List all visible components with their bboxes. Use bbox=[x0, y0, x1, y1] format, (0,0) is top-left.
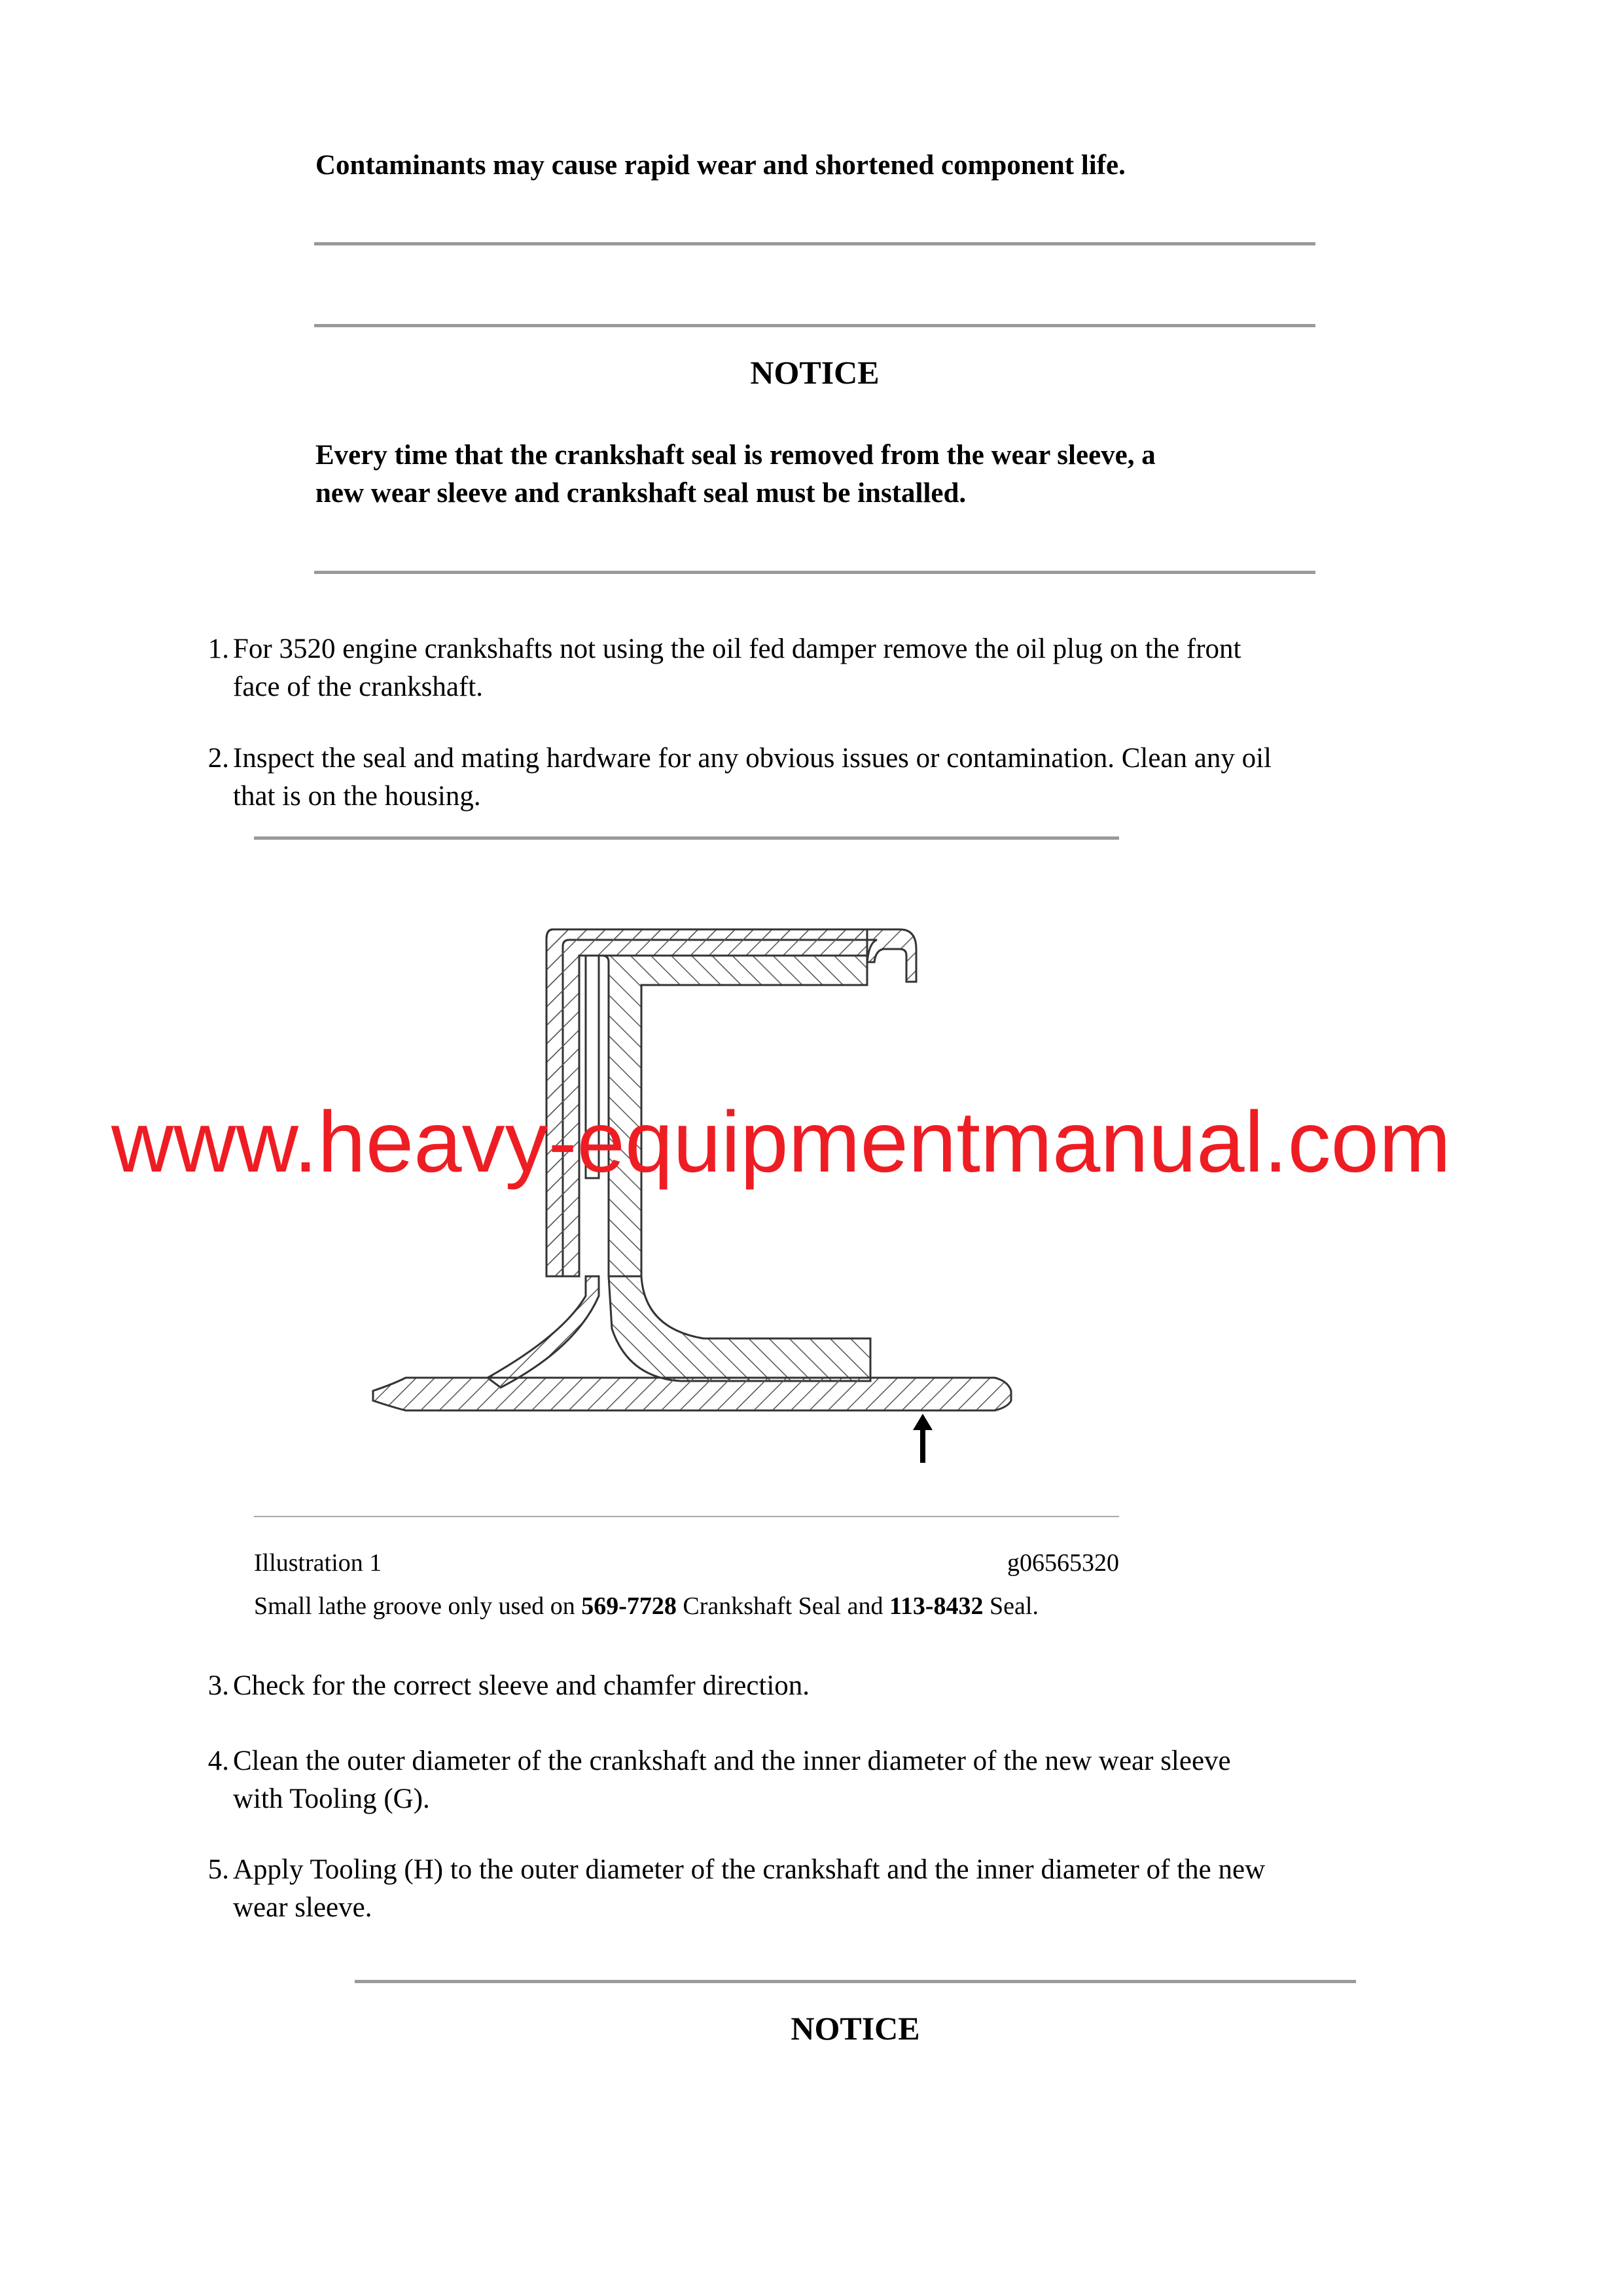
notice-text-line-2: new wear sleeve and crankshaft seal must be installed. bbox=[315, 478, 967, 509]
step-item bbox=[190, 740, 1499, 818]
step-number: 4. bbox=[207, 1746, 229, 1776]
seal-flex-section bbox=[609, 1276, 870, 1381]
step-item bbox=[190, 1742, 1499, 1821]
step-text-line: face of the crankshaft. bbox=[233, 672, 484, 702]
step-text-line: Check for the correct sleeve and chamfer direction. bbox=[233, 1670, 810, 1701]
step-text-line: Clean the outer diameter of the crankshaft and the inner diameter of the new wear sleeve bbox=[233, 1746, 1231, 1776]
wear-sleeve bbox=[373, 1378, 1011, 1410]
notice-text-line-1: Every time that the crankshaft seal is removed from the wear sleeve, a bbox=[315, 440, 1156, 471]
step-text-line: that is on the housing. bbox=[233, 781, 481, 812]
caption-text: Crankshaft Seal and bbox=[676, 1592, 889, 1620]
illustration-caption bbox=[254, 1592, 1039, 1621]
notice-rule bbox=[355, 1980, 1356, 1983]
arrow-up-icon bbox=[913, 1414, 933, 1430]
illustration-top-rule bbox=[254, 836, 1119, 840]
notice-heading: NOTICE bbox=[750, 354, 880, 391]
notice-text-contaminants: Contaminants may cause rapid wear and shortened component life. bbox=[315, 150, 1126, 181]
seal-lip bbox=[488, 1276, 599, 1388]
part-number: 113-8432 bbox=[889, 1592, 984, 1620]
notice-rule bbox=[314, 242, 1315, 245]
step-text-line: with Tooling (G). bbox=[233, 1784, 430, 1814]
illustration-bottom-rule bbox=[254, 1516, 1119, 1517]
step-item bbox=[190, 630, 1499, 709]
step-item bbox=[190, 1851, 1499, 1929]
step-text-line: Apply Tooling (H) to the outer diameter of the crankshaft and the inner diameter of the new bbox=[233, 1854, 1266, 1885]
step-number: 2. bbox=[207, 743, 229, 774]
step-number: 5. bbox=[207, 1854, 229, 1885]
step-text-line: wear sleeve. bbox=[233, 1892, 372, 1923]
notice-rule bbox=[314, 571, 1315, 574]
step-text-line: Inspect the seal and mating hardware for any obvious issues or contamination. Clean any oil bbox=[233, 743, 1272, 774]
caption-text: Seal. bbox=[983, 1592, 1039, 1620]
watermark-url: www.heavy-equipmentmanual.com bbox=[111, 1094, 1451, 1190]
step-number: 3. bbox=[207, 1670, 229, 1701]
step-item bbox=[190, 1667, 1499, 1706]
part-number: 569-7728 bbox=[581, 1592, 677, 1620]
step-number: 1. bbox=[207, 634, 229, 664]
illustration-label: Illustration 1 bbox=[254, 1549, 382, 1577]
caption-text: Small lathe groove only used on bbox=[254, 1592, 582, 1620]
notice-rule bbox=[314, 324, 1315, 327]
step-text-line: For 3520 engine crankshafts not using the oil fed damper remove the oil plug on the front bbox=[233, 634, 1241, 664]
notice-heading: NOTICE bbox=[791, 2010, 920, 2047]
illustration-id: g06565320 bbox=[1007, 1549, 1119, 1577]
crankshaft-seal-illustration bbox=[353, 903, 1027, 1479]
